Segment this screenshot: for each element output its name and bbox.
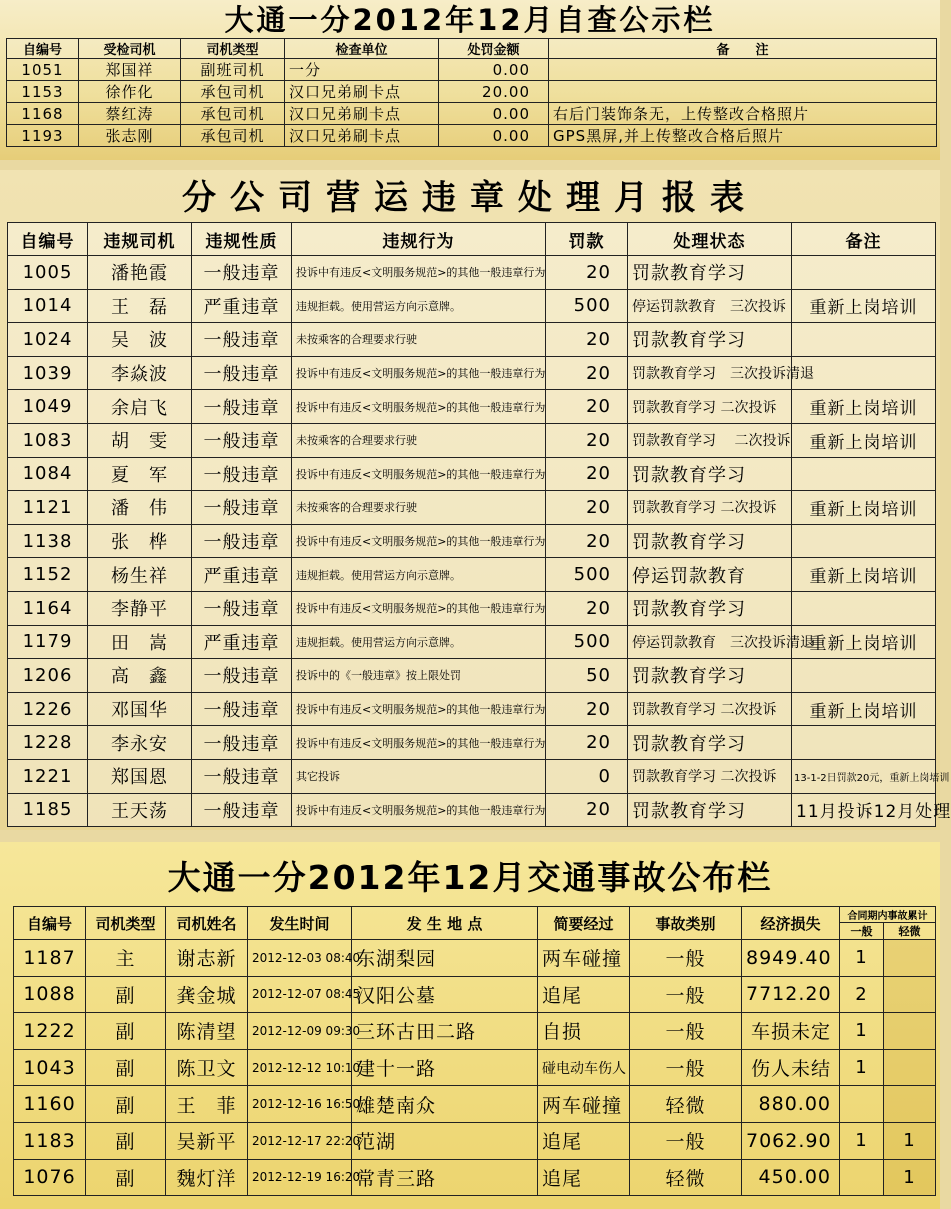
cell-id: 1088 [14,976,86,1013]
cell-fine: 50 [546,659,628,693]
cell-driver: 胡 雯 [88,423,192,457]
cell-fine: 20 [546,390,628,424]
table-row [8,759,936,793]
cell-remarks [792,457,936,491]
cell-remarks [792,323,936,357]
cell-behavior: 违规拒载。使用营运方向示意牌。 [292,558,546,592]
cell-summary: 追尾 [538,976,630,1013]
table-row [8,524,936,558]
cell-nature: 一般违章 [192,524,292,558]
cell-id: 1228 [8,726,88,760]
cell-nature: 一般违章 [192,491,292,525]
cell-behavior: 投诉中有违反<文明服务规范>的其他一般违章行为 [292,256,546,290]
cell-fine: 20 [546,356,628,390]
cell-behavior: 投诉中有违反<文明服务规范>的其他一般违章行为 [292,390,546,424]
inspection-header-row [7,39,937,59]
cell-nature: 一般违章 [192,256,292,290]
cell-id: 1179 [8,625,88,659]
cell-nature: 严重违章 [192,558,292,592]
cell-behavior: 未按乘客的合理要求行驶 [292,423,546,457]
cell-id: 1221 [8,759,88,793]
cell-category: 轻微 [630,1086,742,1123]
cell-behavior: 投诉中有违反<文明服务规范>的其他一般违章行为 [292,524,546,558]
cell-nature: 一般违章 [192,793,292,827]
cell-driver: 杨生祥 [88,558,192,592]
cell-driver-type: 副 [86,1086,166,1123]
cell-remarks: 重新上岗培训 [792,692,936,726]
cell-driver: 李永安 [88,726,192,760]
cell-summary: 追尾 [538,1159,630,1196]
cell-fine: 500 [546,289,628,323]
violations-table [7,222,951,827]
cell-loss: 伤人未结 [742,1049,840,1086]
cell-summary: 两车碰撞 [538,940,630,977]
cell-remarks [549,81,937,103]
cell-count-minor: 1 [884,1159,936,1196]
cell-behavior: 未按乘客的合理要求行驶 [292,323,546,357]
cell-id: 1226 [8,692,88,726]
cell-count-general: 2 [840,976,884,1013]
cell-behavior: 投诉中有违反<文明服务规范>的其他一般违章行为 [292,726,546,760]
table-row [14,1013,936,1050]
cell-remarks: 右后门装饰条无，上传整改合格照片 [549,103,937,125]
cell-behavior: 投诉中有违反<文明服务规范>的其他一般违章行为 [292,457,546,491]
cell-count-minor: 1 [884,1122,936,1159]
col-header-id: 自编号 [8,223,88,256]
inspection-table [6,38,937,147]
cell-driver-type: 副 [86,1159,166,1196]
cell-driver: 田 嵩 [88,625,192,659]
col-header-driver-name: 司机姓名 [166,907,248,940]
col-header-behavior: 违规行为 [292,223,546,256]
cell-driver: 潘艳霞 [88,256,192,290]
cell-category: 一般 [630,1122,742,1159]
cell-nature: 一般违章 [192,423,292,457]
cell-driver-name: 魏灯洋 [166,1159,248,1196]
cell-driver-name: 谢志新 [166,940,248,977]
cell-id: 1153 [7,81,79,103]
cell-fine: 20.00 [439,81,549,103]
col-subheader-minor: 轻微 [884,923,936,940]
cell-driver-name: 王 菲 [166,1086,248,1123]
cell-id: 1206 [8,659,88,693]
cell-fine: 20 [546,423,628,457]
cell-id: 1164 [8,591,88,625]
cell-remarks: 重新上岗培训 [792,491,936,525]
col-header-summary: 简要经过 [538,907,630,940]
col-header-cumulative: 合同期内事故累计 [840,907,936,923]
table-row [7,59,937,81]
cell-fine: 0.00 [439,103,549,125]
cell-remarks [792,591,936,625]
cell-time: 2012-12-17 22:20 [248,1122,352,1159]
cell-count-general: 1 [840,1013,884,1050]
cell-location: 雄楚南众 [352,1086,538,1123]
cell-summary: 两车碰撞 [538,1086,630,1123]
cell-fine: 20 [546,491,628,525]
cell-status: 停运罚款教育 三次投诉 [628,289,792,323]
cell-driver-name: 陈卫文 [166,1049,248,1086]
cell-fine: 20 [546,256,628,290]
cell-behavior: 违规拒载。使用营运方向示意牌。 [292,625,546,659]
cell-time: 2012-12-09 09:30 [248,1013,352,1050]
cell-id: 1222 [14,1013,86,1050]
cell-count-general [840,1159,884,1196]
table-row [14,1122,936,1159]
cell-time: 2012-12-16 16:50 [248,1086,352,1123]
cell-category: 轻微 [630,1159,742,1196]
cell-loss: 450.00 [742,1159,840,1196]
cell-remarks: GPS黑屏,并上传整改合格后照片 [549,125,937,147]
col-header-driver-type: 司机类型 [86,907,166,940]
table-row [8,591,936,625]
cell-behavior: 投诉中有违反<文明服务规范>的其他一般违章行为 [292,591,546,625]
cell-id: 1152 [8,558,88,592]
col-header-fine: 罚款 [546,223,628,256]
cell-driver-type: 副 [86,1013,166,1050]
table-row [8,256,936,290]
cell-category: 一般 [630,940,742,977]
cell-remarks: 13-1-2日罚款20元，重新上岗培训 [792,759,936,793]
cell-behavior: 投诉中的《一般违章》按上限处罚 [292,659,546,693]
table-row [14,1159,936,1196]
cell-location: 三环古田二路 [352,1013,538,1050]
cell-id: 1039 [8,356,88,390]
cell-id: 1014 [8,289,88,323]
cell-remarks: 重新上岗培训 [792,289,936,323]
cell-remarks [792,256,936,290]
cell-fine: 500 [546,625,628,659]
table-row [7,81,937,103]
cell-location: 建十一路 [352,1049,538,1086]
cell-nature: 一般违章 [192,759,292,793]
cell-summary: 追尾 [538,1122,630,1159]
cell-count-minor [884,1086,936,1123]
cell-nature: 一般违章 [192,659,292,693]
cell-status: 罚款教育学习 三次投诉清退 [628,356,792,390]
cell-category: 一般 [630,1013,742,1050]
col-header-category: 事故类别 [630,907,742,940]
cell-id: 1193 [7,125,79,147]
table-row [8,659,936,693]
cell-remarks: 11月投诉12月处理 [792,793,936,827]
cell-status: 罚款教育学习 [628,323,792,357]
table-row [8,793,936,827]
cell-status: 罚款教育学习 [628,256,792,290]
cell-status: 罚款教育学习 [628,793,792,827]
cell-behavior: 其它投诉 [292,759,546,793]
cell-fine: 20 [546,323,628,357]
table-row [8,457,936,491]
cell-count-minor [884,1049,936,1086]
table-row [8,289,936,323]
cell-status: 罚款教育学习 [628,524,792,558]
violations-panel [0,170,951,830]
cell-id: 1049 [8,390,88,424]
cell-time: 2012-12-07 08:45 [248,976,352,1013]
table-row [8,726,936,760]
cell-driver: 余启飞 [88,390,192,424]
cell-count-minor [884,940,936,977]
cell-nature: 一般违章 [192,323,292,357]
cell-fine: 20 [546,524,628,558]
cell-status: 罚款教育学习 [628,726,792,760]
cell-loss: 8949.40 [742,940,840,977]
cell-driver-name: 吴新平 [166,1122,248,1159]
cell-category: 一般 [630,976,742,1013]
col-header-fine: 处罚金额 [439,39,549,59]
cell-category: 一般 [630,1049,742,1086]
cell-driver: 王天荡 [88,793,192,827]
cell-driver-type: 副 [86,976,166,1013]
cell-driver-name: 陈清望 [166,1013,248,1050]
cell-status: 罚款教育学习 二次投诉 [628,423,792,457]
cell-behavior: 违规拒载。使用营运方向示意牌。 [292,289,546,323]
cell-location: 东湖梨园 [352,940,538,977]
cell-summary: 碰电动车伤人 [538,1049,630,1086]
cell-status: 停运罚款教育 三次投诉清退 [628,625,792,659]
cell-count-minor [884,976,936,1013]
table-row [8,323,936,357]
cell-location: 常青三路 [352,1159,538,1196]
cell-id: 1183 [14,1122,86,1159]
cell-driver: 张 桦 [88,524,192,558]
cell-fine: 20 [546,457,628,491]
cell-time: 2012-12-19 16:20 [248,1159,352,1196]
cell-driver-type: 承包司机 [181,103,285,125]
table-row [8,423,936,457]
accidents-title: 大通一分2012年12月交通事故公布栏 [167,858,773,897]
cell-nature: 一般违章 [192,692,292,726]
cell-loss: 车损未定 [742,1013,840,1050]
cell-driver-type: 承包司机 [181,81,285,103]
col-header-remarks: 备 注 [549,39,937,59]
cell-location: 汉阳公墓 [352,976,538,1013]
cell-nature: 一般违章 [192,356,292,390]
accidents-table [13,906,936,1196]
cell-status: 停运罚款教育 [628,558,792,592]
cell-count-minor [884,1013,936,1050]
col-header-driver: 违规司机 [88,223,192,256]
cell-status: 罚款教育学习 二次投诉 [628,759,792,793]
table-row [14,976,936,1013]
col-header-id: 自编号 [14,907,86,940]
cell-nature: 一般违章 [192,390,292,424]
col-header-driver: 受检司机 [79,39,181,59]
cell-nature: 严重违章 [192,625,292,659]
cell-fine: 20 [546,793,628,827]
cell-remarks [792,659,936,693]
cell-remarks [792,726,936,760]
cell-nature: 严重违章 [192,289,292,323]
cell-behavior: 投诉中有违反<文明服务规范>的其他一般违章行为 [292,692,546,726]
cell-driver: 郑国祥 [79,59,181,81]
cell-status: 罚款教育学习 二次投诉 [628,491,792,525]
cell-driver: 吴 波 [88,323,192,357]
cell-driver-type: 主 [86,940,166,977]
cell-fine: 20 [546,591,628,625]
cell-status: 罚款教育学习 二次投诉 [628,692,792,726]
cell-fine: 20 [546,726,628,760]
cell-loss: 880.00 [742,1086,840,1123]
table-row [8,692,936,726]
cell-id: 1005 [8,256,88,290]
cell-count-general: 1 [840,940,884,977]
cell-time: 2012-12-12 10:10 [248,1049,352,1086]
col-header-status: 处理状态 [628,223,792,256]
cell-driver: 张志刚 [79,125,181,147]
cell-status: 罚款教育学习 [628,457,792,491]
cell-id: 1187 [14,940,86,977]
table-row [8,558,936,592]
cell-count-general [840,1086,884,1123]
cell-remarks: 重新上岗培训 [792,423,936,457]
cell-id: 1160 [14,1086,86,1123]
violations-header-row [8,223,936,256]
cell-driver: 邓国华 [88,692,192,726]
cell-id: 1185 [8,793,88,827]
cell-driver: 潘 伟 [88,491,192,525]
cell-unit: 汉口兄弟刷卡点 [285,103,439,125]
cell-remarks [792,524,936,558]
cell-time: 2012-12-03 08:40 [248,940,352,977]
table-row [7,125,937,147]
cell-driver-type: 副班司机 [181,59,285,81]
cell-id: 1043 [14,1049,86,1086]
cell-location: 范湖 [352,1122,538,1159]
cell-driver: 李焱波 [88,356,192,390]
cell-nature: 一般违章 [192,457,292,491]
accidents-header-row [14,907,936,923]
cell-fine: 0.00 [439,125,549,147]
cell-unit: 汉口兄弟刷卡点 [285,125,439,147]
cell-driver-type: 承包司机 [181,125,285,147]
cell-nature: 一般违章 [192,726,292,760]
col-header-time: 发生时间 [248,907,352,940]
cell-status: 罚款教育学习 [628,659,792,693]
cell-id: 1138 [8,524,88,558]
cell-driver: 高 鑫 [88,659,192,693]
cell-id: 1083 [8,423,88,457]
cell-remarks [549,59,937,81]
cell-fine: 500 [546,558,628,592]
col-header-driver-type: 司机类型 [181,39,285,59]
cell-driver-name: 龚金城 [166,976,248,1013]
cell-status: 罚款教育学习 二次投诉 [628,390,792,424]
cell-remarks: 重新上岗培训 [792,390,936,424]
cell-remarks: 重新上岗培训 [792,558,936,592]
cell-behavior: 未按乘客的合理要求行驶 [292,491,546,525]
cell-count-general: 1 [840,1122,884,1159]
cell-id: 1076 [14,1159,86,1196]
cell-loss: 7062.90 [742,1122,840,1159]
cell-driver-type: 副 [86,1122,166,1159]
cell-unit: 汉口兄弟刷卡点 [285,81,439,103]
cell-driver: 夏 军 [88,457,192,491]
inspection-panel [0,0,940,160]
cell-id: 1051 [7,59,79,81]
cell-id: 1084 [8,457,88,491]
cell-loss: 7712.20 [742,976,840,1013]
cell-driver: 李静平 [88,591,192,625]
cell-behavior: 投诉中有违反<文明服务规范>的其他一般违章行为 [292,356,546,390]
cell-count-general: 1 [840,1049,884,1086]
col-header-id: 自编号 [7,39,79,59]
table-row [14,940,936,977]
cell-fine: 0 [546,759,628,793]
table-row [14,1086,936,1123]
table-row [8,390,936,424]
cell-summary: 自损 [538,1013,630,1050]
cell-remarks: 重新上岗培训 [792,625,936,659]
cell-behavior: 投诉中有违反<文明服务规范>的其他一般违章行为 [292,793,546,827]
cell-id: 1024 [8,323,88,357]
cell-id: 1168 [7,103,79,125]
table-row [7,103,937,125]
cell-driver: 王 磊 [88,289,192,323]
table-row [8,625,936,659]
col-header-remarks: 备注 [792,223,936,256]
table-row [8,491,936,525]
accidents-panel [0,842,940,1209]
cell-driver: 蔡红涛 [79,103,181,125]
cell-driver-type: 副 [86,1049,166,1086]
col-subheader-general: 一般 [840,923,884,940]
col-header-unit: 检查单位 [285,39,439,59]
cell-id: 1121 [8,491,88,525]
inspection-title: 大通一分2012年12月自查公示栏 [224,3,716,37]
violations-title: 分公司营运违章处理月报表 [182,178,758,218]
col-header-loss: 经济损失 [742,907,840,940]
cell-driver: 徐作化 [79,81,181,103]
cell-driver: 郑国恩 [88,759,192,793]
cell-fine: 0.00 [439,59,549,81]
table-row [8,356,936,390]
table-row [14,1049,936,1086]
col-header-location: 发 生 地 点 [352,907,538,940]
cell-fine: 20 [546,692,628,726]
cell-status: 罚款教育学习 [628,591,792,625]
col-header-nature: 违规性质 [192,223,292,256]
cell-nature: 一般违章 [192,591,292,625]
cell-unit: 一分 [285,59,439,81]
